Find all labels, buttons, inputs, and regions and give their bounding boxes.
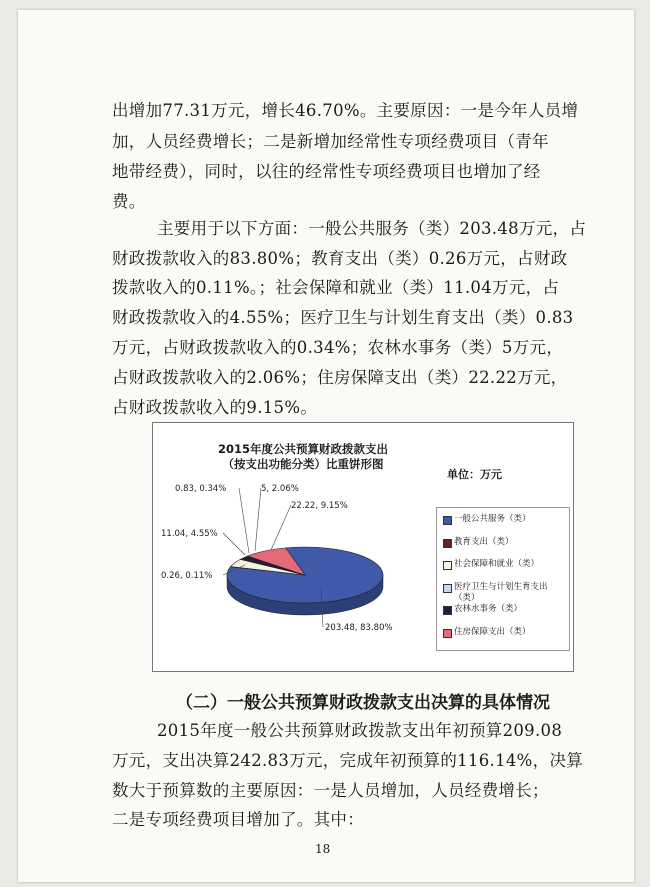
- legend-label-5: 住房保障支出（类）: [454, 626, 531, 637]
- para2-line-5: 万元，占财政拨款收入的0.34%；农林水事务（类）5万元，: [112, 338, 564, 357]
- legend-swatch-5: [443, 629, 452, 638]
- chart-legend: [436, 507, 570, 651]
- para2-line-6: 占财政拨款收入的2.06%；住房保障支出（类）22.22万元，: [112, 368, 568, 387]
- para1-line-1: 出增加77.31万元，增长46.70%。主要原因：一是今年人员增: [112, 101, 579, 120]
- data-label-2: 11.04, 4.55%: [161, 529, 218, 539]
- leader-line-2: [223, 533, 245, 555]
- para1-line-3: 地带经费），同时，以往的经常性专项经费项目也增加了经: [112, 162, 541, 181]
- chart-title-line-2: （按支出功能分类）比重饼形图: [222, 457, 384, 471]
- legend-label-3: 医疗卫生与计划生育支出（类）: [454, 581, 548, 603]
- para2-line-3: 拨款收入的0.11%。；社会保障和就业（类）11.04万元，占: [112, 278, 560, 297]
- para2-line-4: 财政拨款收入的4.55%；医疗卫生与计划生育支出（类）0.83: [112, 308, 574, 327]
- legend-label-0: 一般公共服务（类）: [454, 514, 531, 524]
- legend-swatch-3: [443, 584, 452, 593]
- section-heading: （二）一般公共预算财政拨款支出决算的具体情况: [176, 693, 550, 713]
- data-label-0: 203.48, 83.80%: [325, 623, 393, 633]
- data-label-1: 0.26, 0.11%: [161, 571, 213, 581]
- data-label-4: 5, 2.06%: [261, 484, 299, 494]
- para3-line-3: 数大于预算数的主要原因：一是人员增加，人员经费增长；: [112, 781, 549, 800]
- chart-title-line-1: 2015年度公共预算财政拨款支出: [217, 442, 388, 456]
- leader-line-5: [271, 505, 291, 550]
- chart-unit-label: 单位：万元: [447, 468, 502, 481]
- para3-line-2: 万元，支出决算242.83万元，完成年初预算的116.14%，决算: [112, 751, 584, 770]
- legend-swatch-0: [443, 516, 452, 525]
- legend-swatch-4: [443, 606, 452, 615]
- legend-label-1: 教育支出（类）: [454, 536, 514, 547]
- data-label-3: 0.83, 0.34%: [175, 484, 227, 494]
- para1-line-4: 费。: [112, 192, 146, 211]
- para3-line-1: 2015年度一般公共预算财政拨款支出年初预算209.08: [157, 721, 563, 740]
- para2-line-1: 主要用于以下方面：一般公共服务（类）203.48万元，占: [157, 219, 587, 238]
- para2-line-7: 占财政拨款收入的9.15%。: [112, 398, 318, 417]
- pie-chart: [152, 422, 574, 672]
- legend-label-4: 农林水事务（类）: [454, 604, 523, 614]
- leader-line-3: [239, 488, 249, 553]
- para1-line-2: 加，人员经费增长；二是新增加经常性专项经费项目（青年: [112, 132, 549, 151]
- legend-label-2: 社会保障和就业（类）: [454, 559, 540, 569]
- para3-line-4: 二是专项经费项目增加了。其中：: [112, 810, 364, 829]
- data-label-5: 22.22, 9.15%: [291, 501, 348, 511]
- para2-line-2: 财政拨款收入的83.80%；教育支出（类）0.26万元，占财政: [112, 249, 568, 268]
- page-number: 18: [315, 842, 331, 856]
- legend-swatch-2: [443, 561, 452, 570]
- legend-swatch-1: [443, 539, 452, 548]
- leader-line-4: [255, 488, 261, 551]
